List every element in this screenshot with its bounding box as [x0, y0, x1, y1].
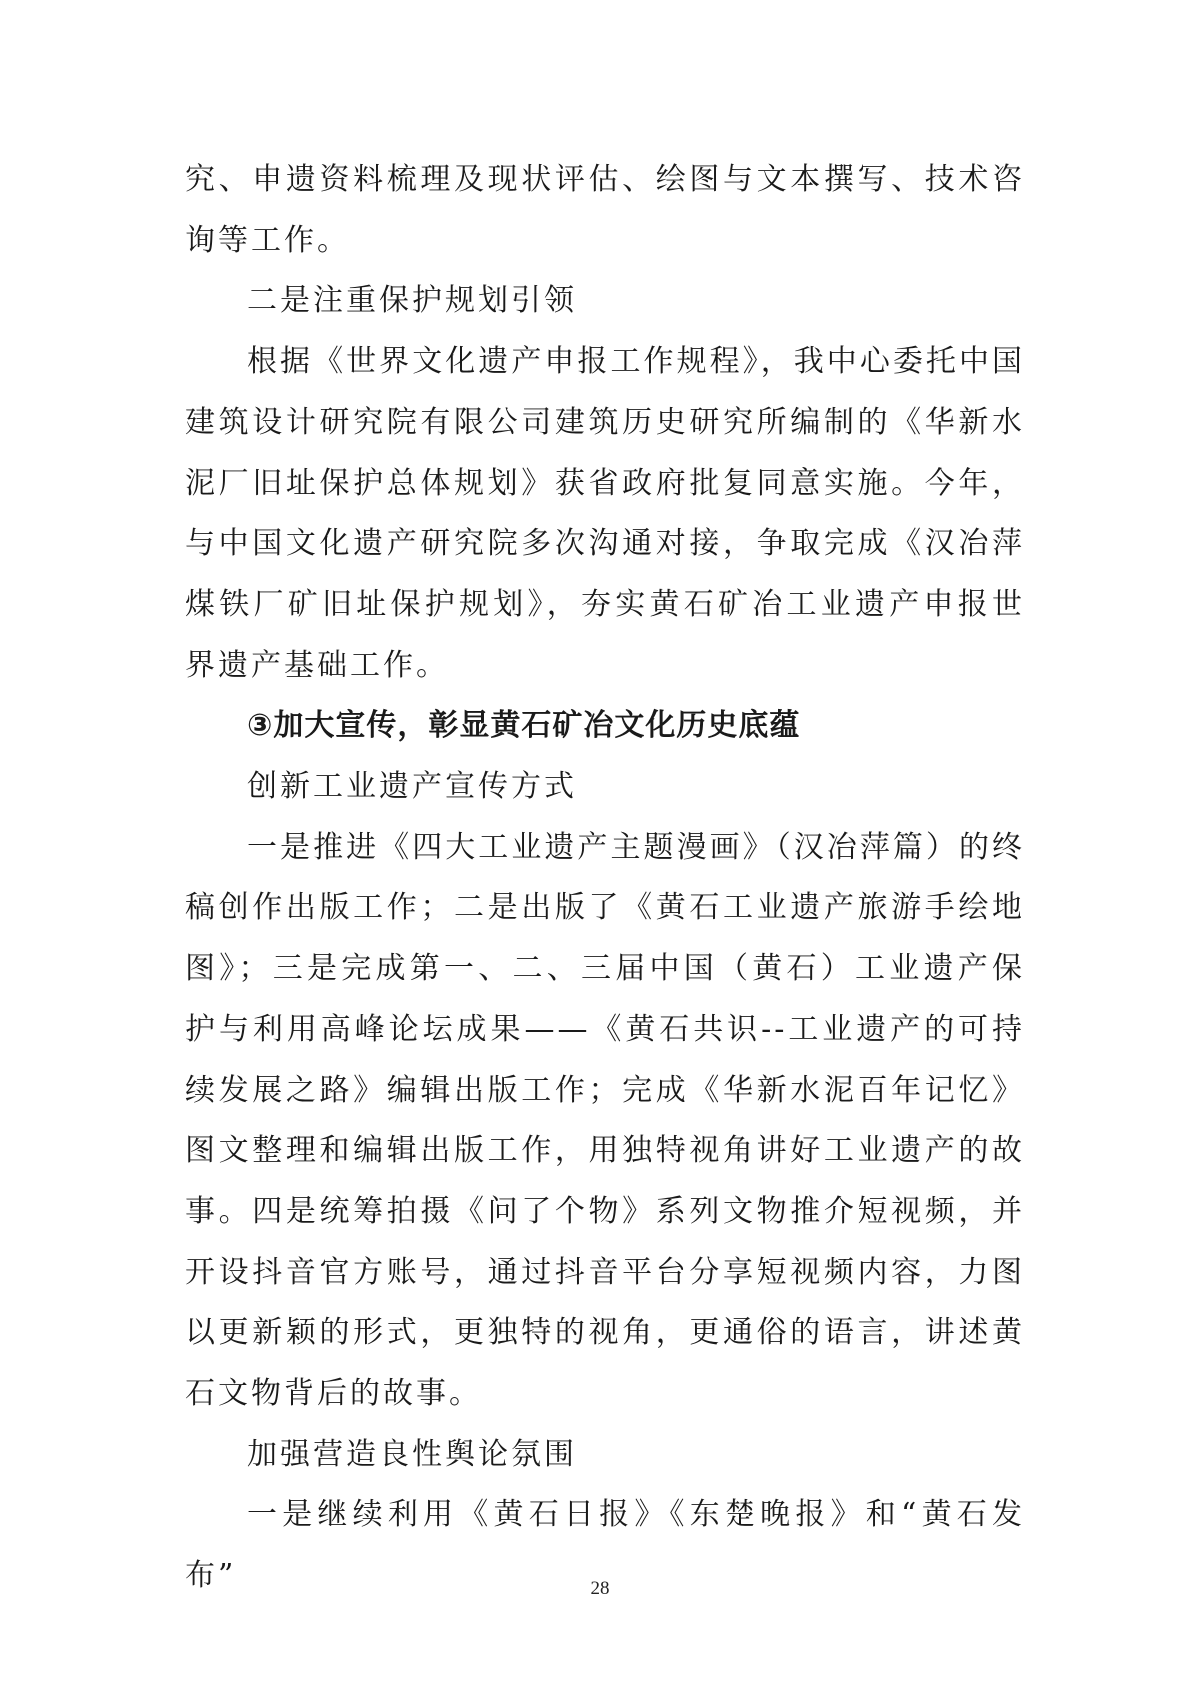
page-number: 28 — [590, 1578, 610, 1599]
paragraph-public-opinion: 一是继续利用《黄石日报》《东楚晚报》和“黄石发布” — [185, 1497, 1025, 1594]
subheading-innovation: 创新工业遗产宣传方式 — [247, 769, 577, 805]
section-heading-publicity: ③加大宣传，彰显黄石矿冶文化历史底蕴 — [247, 708, 801, 744]
subheading-planning: 二是注重保护规划引领 — [247, 283, 577, 319]
paragraph-continuation: 究、申遗资料梳理及现状评估、绘图与文本撰写、技术咨询等工作。 — [185, 162, 1025, 258]
subheading-public-opinion: 加强营造良性舆论氛围 — [247, 1436, 577, 1472]
paragraph-planning: 根据《世界文化遗产申报工作规程》，我中心委托中国建筑设计研究院有限公司建筑历史研究所编制的《华新水泥厂旧址保护总体规划》获省政府批复同意实施。今年，与中国文化遗产研究院多次沟通对接，争取完成《汉冶萍煤铁厂矿旧址保护规划》，夯实黄石矿冶工业遗产申报世界遗产基础工作。 — [185, 344, 1025, 683]
paragraph-innovation: 一是推进《四大工业遗产主题漫画》（汉冶萍篇）的终稿创作出版工作；二是出版了《黄石工业遗产旅游手绘地图》；三是完成第一、二、三届中国（黄石）工业遗产保护与利用高峰论坛成果——《黄石共识--工业遗产的可持续发展之路》编辑出版工作；完成《华新水泥百年记忆》图文整理和编辑出版工作，用独特视角讲好工业遗产的故事。四是统筹拍摄《问了个物》系列文物推介短视频，并开设抖音官方账号，通过抖音平台分享短视频内容，力图以更新颖的形式，更独特的视角，更通俗的语言，讲述黄石文物背后的故事。 — [185, 829, 1025, 1412]
body-text — [185, 150, 1025, 1607]
